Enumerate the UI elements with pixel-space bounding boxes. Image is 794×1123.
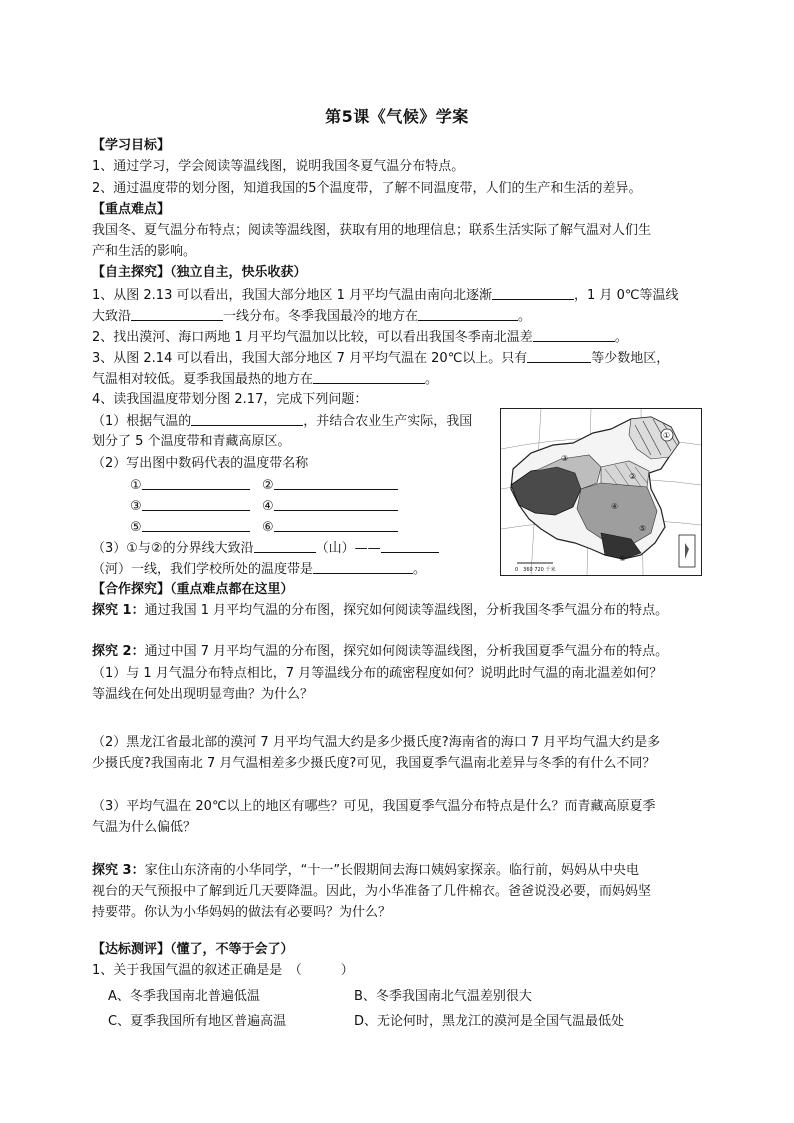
question-text: 等少数地区， (591, 351, 670, 366)
explore-1 (92, 601, 668, 621)
question-text: 。 (425, 372, 439, 387)
question-text: 3、从图 2.14 可以看出，我国大部分地区 7 月平均气温在 20℃以上。只有 (92, 351, 528, 366)
goals-heading: 【学习目标】 (92, 138, 171, 153)
question-2 (92, 327, 628, 347)
question-text: ，并结合农业生产实际，我国 (303, 414, 473, 429)
circled-number: ⑤ (130, 520, 142, 535)
explore-label: 探究 3： (92, 863, 145, 878)
circled-number: ③ (130, 499, 142, 514)
key-heading: 【重点难点】 (92, 202, 171, 217)
explore-2-q1-line1: （1）与 1 月气温分布特点相比，7 月等温线分布的疏密程度如何？说明此时气温的南北温差如何？ (92, 666, 663, 681)
coop-heading-label: 【合作探究】 (92, 582, 171, 597)
explore-2-q1-line2: 等温线在何处出现明显弯曲？为什么？ (92, 687, 314, 702)
answer-blank[interactable] (131, 306, 223, 321)
zone-blank-1 (130, 475, 250, 495)
question-3-line1 (92, 348, 669, 368)
coop-heading-sub: （重点难点都在这里） (170, 582, 294, 597)
explore-2-q2-line1: （2）黑龙江省最北部的漠河 7 月平均气温大约是多少摄氏度?海南省的海口 7 月平均气温大约是多 (92, 735, 661, 750)
answer-blank[interactable] (313, 559, 413, 574)
question-4-2: （2）写出图中数码代表的温度带名称 (92, 456, 309, 471)
circled-number: ① (130, 478, 142, 493)
question-text: （1）根据气温的 (92, 414, 192, 429)
question-text: 气温相对较低。夏季我国最热的地方在 (92, 372, 314, 387)
answer-blank[interactable] (418, 306, 518, 321)
question-text: （河）一线，我们学校所处的温度带是 (92, 562, 314, 577)
explore-3-line2: 视台的天气预报中了解到近几天要降温。因此，为小华准备了几件棉衣。爸爸说没必要，而妈妈坚 (92, 884, 652, 899)
zone-blank-6 (262, 517, 398, 537)
answer-blank[interactable] (381, 538, 439, 553)
answer-blank[interactable] (527, 348, 591, 363)
explore-2 (92, 642, 668, 662)
self-heading-sub: （独立自主，快乐收获） (170, 265, 307, 280)
explore-2-q2-line2: 少摄氏度?我国南北 7 月气温相差多少摄氏度?可见，我国夏季气温南北差异与冬季的有什么不同？ (92, 756, 656, 771)
question-text: 。 (614, 330, 628, 345)
page-title: 第5课《气候》学案 (325, 107, 469, 126)
key-line: 我国冬、夏气温分布特点；阅读等温线图，获取有用的地理信息；联系生活实际了解气温对人们生 (92, 223, 652, 238)
question-4-3-line2 (92, 559, 426, 579)
test-heading-label: 【达标测评】 (92, 942, 171, 957)
answer-blank[interactable] (254, 538, 316, 553)
map-label: ⑤ (639, 524, 647, 533)
answer-blank[interactable] (142, 496, 250, 511)
temperature-zone-map (500, 408, 702, 576)
map-label: ② (629, 472, 637, 481)
zone-blank-3 (130, 496, 250, 516)
zone-blank-5 (130, 517, 250, 537)
explore-text: 通过我国 1 月平均气温的分布图，探究如何阅读等温线图，分析我国冬季气温分布的特点。 (144, 603, 669, 618)
answer-blank[interactable] (274, 517, 398, 532)
question-text: ，1 月 0℃等温线 (574, 288, 679, 303)
zone-blank-2 (262, 475, 398, 495)
option-b[interactable]: B、冬季我国南北气温差别很大 (354, 989, 532, 1004)
question-3-line2 (92, 369, 438, 389)
self-heading-label: 【自主探究】 (92, 265, 171, 280)
map-label: ⑥ (619, 554, 627, 563)
test-heading (92, 940, 294, 960)
question-text: 大致沿 (92, 309, 132, 324)
question-4: 4、读我国温度带划分图 2.17，完成下列问题： (92, 392, 368, 407)
answer-blank[interactable] (142, 517, 250, 532)
map-label: ① (663, 431, 671, 440)
map-label: ③ (561, 454, 569, 463)
answer-blank[interactable] (313, 369, 425, 384)
test-question-1: 1、关于我国气温的叙述正确是是 （ ） (92, 963, 354, 978)
answer-blank[interactable] (191, 411, 303, 426)
circled-number: ② (262, 478, 274, 493)
question-text: （3）①与②的分界线大致沿 (92, 541, 254, 556)
question-text: （山）—— (315, 541, 381, 556)
question-text: 一线分布。冬季我国最冷的地方在 (223, 309, 419, 324)
explore-3-line3: 持要带。你认为小华妈妈的做法有必要吗？为什么？ (92, 905, 392, 920)
explore-label: 探究 1： (92, 603, 145, 618)
question-1-line2 (92, 306, 531, 326)
explore-label: 探究 2： (92, 644, 145, 659)
circled-number: ⑥ (262, 520, 274, 535)
question-text: 。 (413, 562, 427, 577)
question-4-3-line1 (92, 538, 439, 558)
question-text: 1、从图 2.13 可以看出，我国大部分地区 1 月平均气温由南向北逐渐 (92, 288, 493, 303)
circled-number: ④ (262, 499, 274, 514)
test-heading-sub: （懂了，不等于会了） (170, 942, 294, 957)
answer-blank[interactable] (274, 475, 398, 490)
zone-blank-4 (262, 496, 398, 516)
goal-item: 2、通过温度带的划分图，知道我国的5个温度带，了解不同温度带，人们的生产和生活的差异。 (92, 181, 642, 196)
answer-blank[interactable] (492, 285, 574, 300)
option-a[interactable]: A、冬季我国南北普遍低温 (108, 989, 260, 1004)
option-c[interactable]: C、夏季我国所有地区普遍高温 (108, 1014, 287, 1029)
explore-2-q3-line2: 气温为什么偏低？ (92, 820, 197, 835)
map-label: ④ (611, 502, 619, 511)
goal-item: 1、通过学习，学会阅读等温线图，说明我国冬夏气温分布特点。 (92, 159, 465, 174)
explore-2-q3-line1: （3）平均气温在 20℃以上的地区有哪些？可见，我国夏季气温分布特点是什么？而青藏高原夏季 (92, 799, 656, 814)
answer-blank[interactable] (274, 496, 398, 511)
question-text: 2、找出漠河、海口两地 1 月平均气温加以比较，可以看出我国冬季南北温差 (92, 330, 533, 345)
question-1-line1 (92, 285, 678, 305)
china-map-figure (501, 409, 701, 575)
explore-3-line1 (92, 861, 639, 881)
answer-blank[interactable] (142, 475, 250, 490)
option-d[interactable]: D、无论何时，黑龙江的漠河是全国气温最低处 (354, 1014, 625, 1029)
question-4-1-line2: 划分了 5 个温度带和青藏高原区。 (92, 434, 291, 449)
explore-text: 家住山东济南的小华同学，“十一”长假期间去海口姨妈家探亲。临行前，妈妈从中央电 (144, 863, 640, 878)
question-4-1-line1 (92, 411, 472, 431)
explore-text: 通过中国 7 月平均气温的分布图，探究如何阅读等温线图，分析我国夏季气温分布的特点。 (144, 644, 669, 659)
answer-blank[interactable] (533, 327, 615, 342)
coop-heading (92, 580, 294, 600)
question-text: 。 (518, 309, 532, 324)
key-line: 产和生活的影响。 (92, 244, 197, 259)
self-heading (92, 263, 307, 283)
map-scale: 0 360 720 千米 (515, 567, 556, 573)
